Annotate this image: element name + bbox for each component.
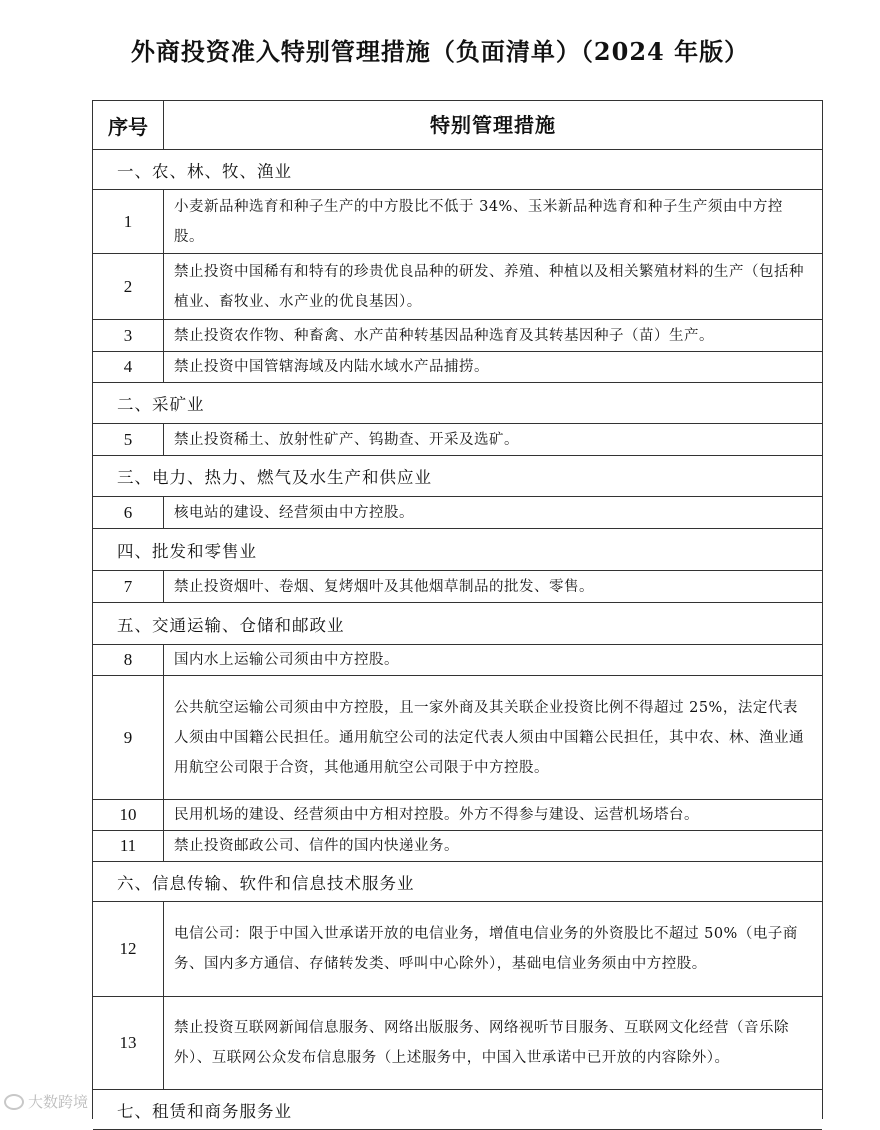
row-measure: 禁止投资中国稀有和特有的珍贵优良品种的研发、养殖、种植以及相关繁殖材料的生产（包括种植业、畜牧业、水产业的优良基因）。 <box>174 263 804 310</box>
category-row: 五、交通运输、仓储和邮政业 <box>93 603 822 645</box>
row-number: 11 <box>93 831 164 861</box>
row-measure: 禁止投资稀土、放射性矿产、钨勘查、开采及选矿。 <box>174 431 519 448</box>
row-number: 2 <box>93 254 164 319</box>
row-measure: 禁止投资农作物、种畜禽、水产苗种转基因品种选育及其转基因种子（苗）生产。 <box>174 327 714 344</box>
row-number: 4 <box>93 352 164 382</box>
row-number: 13 <box>93 997 164 1089</box>
table-row <box>93 352 822 383</box>
category-row: 六、信息传输、软件和信息技术服务业 <box>93 862 822 902</box>
header-no: 序号 <box>93 101 164 149</box>
category-row: 四、批发和零售业 <box>93 529 822 571</box>
row-number: 6 <box>93 497 164 528</box>
table-row <box>93 676 822 800</box>
row-number: 10 <box>93 800 164 830</box>
table-row <box>93 902 822 997</box>
negative-list-table <box>92 100 823 1119</box>
table-row <box>93 320 822 352</box>
table-row <box>93 800 822 831</box>
row-measure: 禁止投资中国管辖海域及内陆水域水产品捕捞。 <box>174 359 489 375</box>
row-measure: 电信公司：限于中国入世承诺开放的电信业务，增值电信业务的外资股比不超过 50%（电子商务、国内多方通信、存储转发类、呼叫中心除外），基础电信业务须由中方控股。 <box>174 926 798 972</box>
table-row <box>93 997 822 1090</box>
table-row <box>93 571 822 603</box>
row-number: 7 <box>93 571 164 602</box>
watermark <box>4 1091 88 1112</box>
row-measure: 禁止投资互联网新闻信息服务、网络出版服务、网络视听节目服务、互联网文化经营（音乐除外）、互联网公众发布信息服务（上述服务中，中国入世承诺中已开放的内容除外）。 <box>174 1020 789 1066</box>
row-measure: 禁止投资邮政公司、信件的国内快递业务。 <box>174 838 459 854</box>
table-row <box>93 497 822 529</box>
table-row <box>93 254 822 320</box>
row-number: 9 <box>93 676 164 799</box>
row-number: 8 <box>93 645 164 675</box>
table-row <box>93 190 822 254</box>
row-measure: 民用机场的建设、经营须由中方相对控股。外方不得参与建设、运营机场塔台。 <box>174 807 699 823</box>
page-title: 外商投资准入特别管理措施（负面清单）（2024 年版） <box>130 37 750 66</box>
row-measure: 小麦新品种选育和种子生产的中方股比不低于 34%、玉米新品种选育和种子生产须由中方控股。 <box>174 198 783 245</box>
row-number: 1 <box>93 190 164 253</box>
row-number: 3 <box>93 320 164 351</box>
row-measure: 公共航空运输公司须由中方控股，且一家外商及其关联企业投资比例不得超过 25%，法定代表人须由中国籍公民担任。通用航空公司的法定代表人须由中国籍公民担任，其中农、林、渔业通用航空公司限于合资，其他通用航空公司限于中方控股。 <box>174 699 804 776</box>
row-measure: 国内水上运输公司须由中方控股。 <box>174 652 399 668</box>
row-measure: 核电站的建设、经营须由中方控股。 <box>174 504 414 521</box>
table-header <box>93 101 822 150</box>
row-number: 12 <box>93 902 164 996</box>
category-row: 二、采矿业 <box>93 383 822 424</box>
watermark-logo-icon <box>4 1094 24 1110</box>
header-measure: 特别管理措施 <box>430 113 556 137</box>
category-row: 七、租赁和商务服务业 <box>93 1090 822 1130</box>
watermark-text: 大数跨境 <box>28 1093 89 1111</box>
table-row <box>93 831 822 862</box>
category-row: 三、电力、热力、燃气及水生产和供应业 <box>93 456 822 497</box>
row-number: 5 <box>93 424 164 455</box>
category-row: 一、农、林、牧、渔业 <box>93 150 822 190</box>
table-row <box>93 424 822 456</box>
table-row <box>93 645 822 676</box>
row-measure: 禁止投资烟叶、卷烟、复烤烟叶及其他烟草制品的批发、零售。 <box>174 578 594 595</box>
